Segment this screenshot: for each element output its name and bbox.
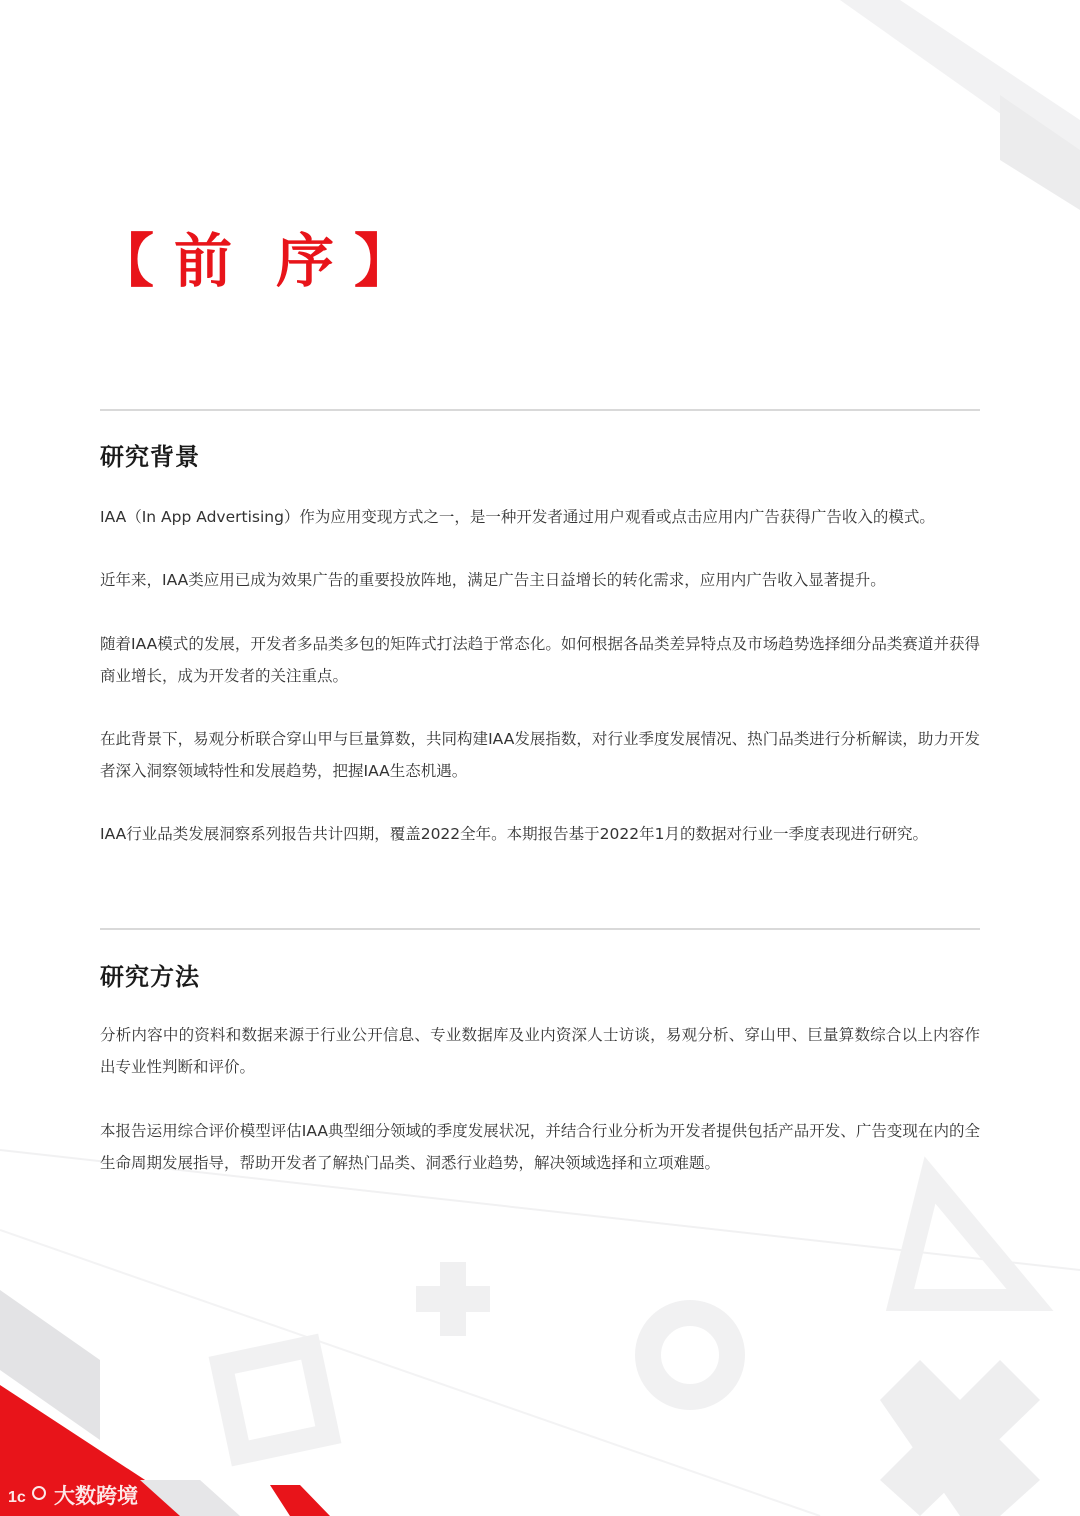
svg-text:1c: 1c — [8, 1489, 26, 1506]
background-paragraph: 随着IAA模式的发展，开发者多品类多包的矩阵式打法趋于常态化。如何根据各品类差异特点及市场趋势选择细分品类赛道并获得商业增长，成为开发者的关注重点。 — [100, 635, 980, 685]
background-paragraph: 在此背景下，易观分析联合穿山甲与巨量算数，共同构建IAA发展指数，对行业季度发展情况、热门品类进行分析解读，助力开发者深入洞察领域特性和发展趋势，把握IAA生态机遇。 — [100, 730, 980, 780]
title-bracket-close: 】 — [354, 227, 415, 295]
section-title-background: 研究背景 — [100, 443, 200, 471]
section-title-method: 研究方法 — [100, 963, 200, 991]
page-title — [96, 226, 414, 296]
title-char-1: 前 — [174, 227, 235, 295]
watermark-logo-icon — [8, 1483, 48, 1507]
background-paragraph: IAA行业品类发展洞察系列报告共计四期，覆盖2022全年。本期报告基于2022年1月的数据对行业一季度表现进行研究。 — [100, 825, 928, 843]
divider-background — [100, 409, 980, 411]
divider-method — [100, 928, 980, 930]
method-paragraph: 分析内容中的资料和数据来源于行业公开信息、专业数据库及业内资深人士访谈，易观分析、穿山甲、巨量算数综合以上内容作出专业性判断和评价。 — [100, 1026, 980, 1076]
watermark-text: 大数跨境 — [54, 1484, 138, 1508]
watermark — [8, 1480, 138, 1510]
method-paragraph: 本报告运用综合评价模型评估IAA典型细分领域的季度发展状况，并结合行业分析为开发者提供包括产品开发、广告变现在内的全生命周期发展指导，帮助开发者了解热门品类、洞悉行业趋势，解决领域选择和立项难题。 — [100, 1122, 980, 1172]
background-paragraph: IAA（In App Advertising）作为应用变现方式之一，是一种开发者通过用户观看或点击应用内广告获得广告收入的模式。 — [100, 508, 935, 526]
title-char-2: 序 — [276, 227, 337, 295]
title-bracket-open: 【 — [96, 227, 157, 295]
background-paragraph: 近年来，IAA类应用已成为效果广告的重要投放阵地，满足广告主日益增长的转化需求，应用内广告收入显著提升。 — [100, 571, 886, 589]
